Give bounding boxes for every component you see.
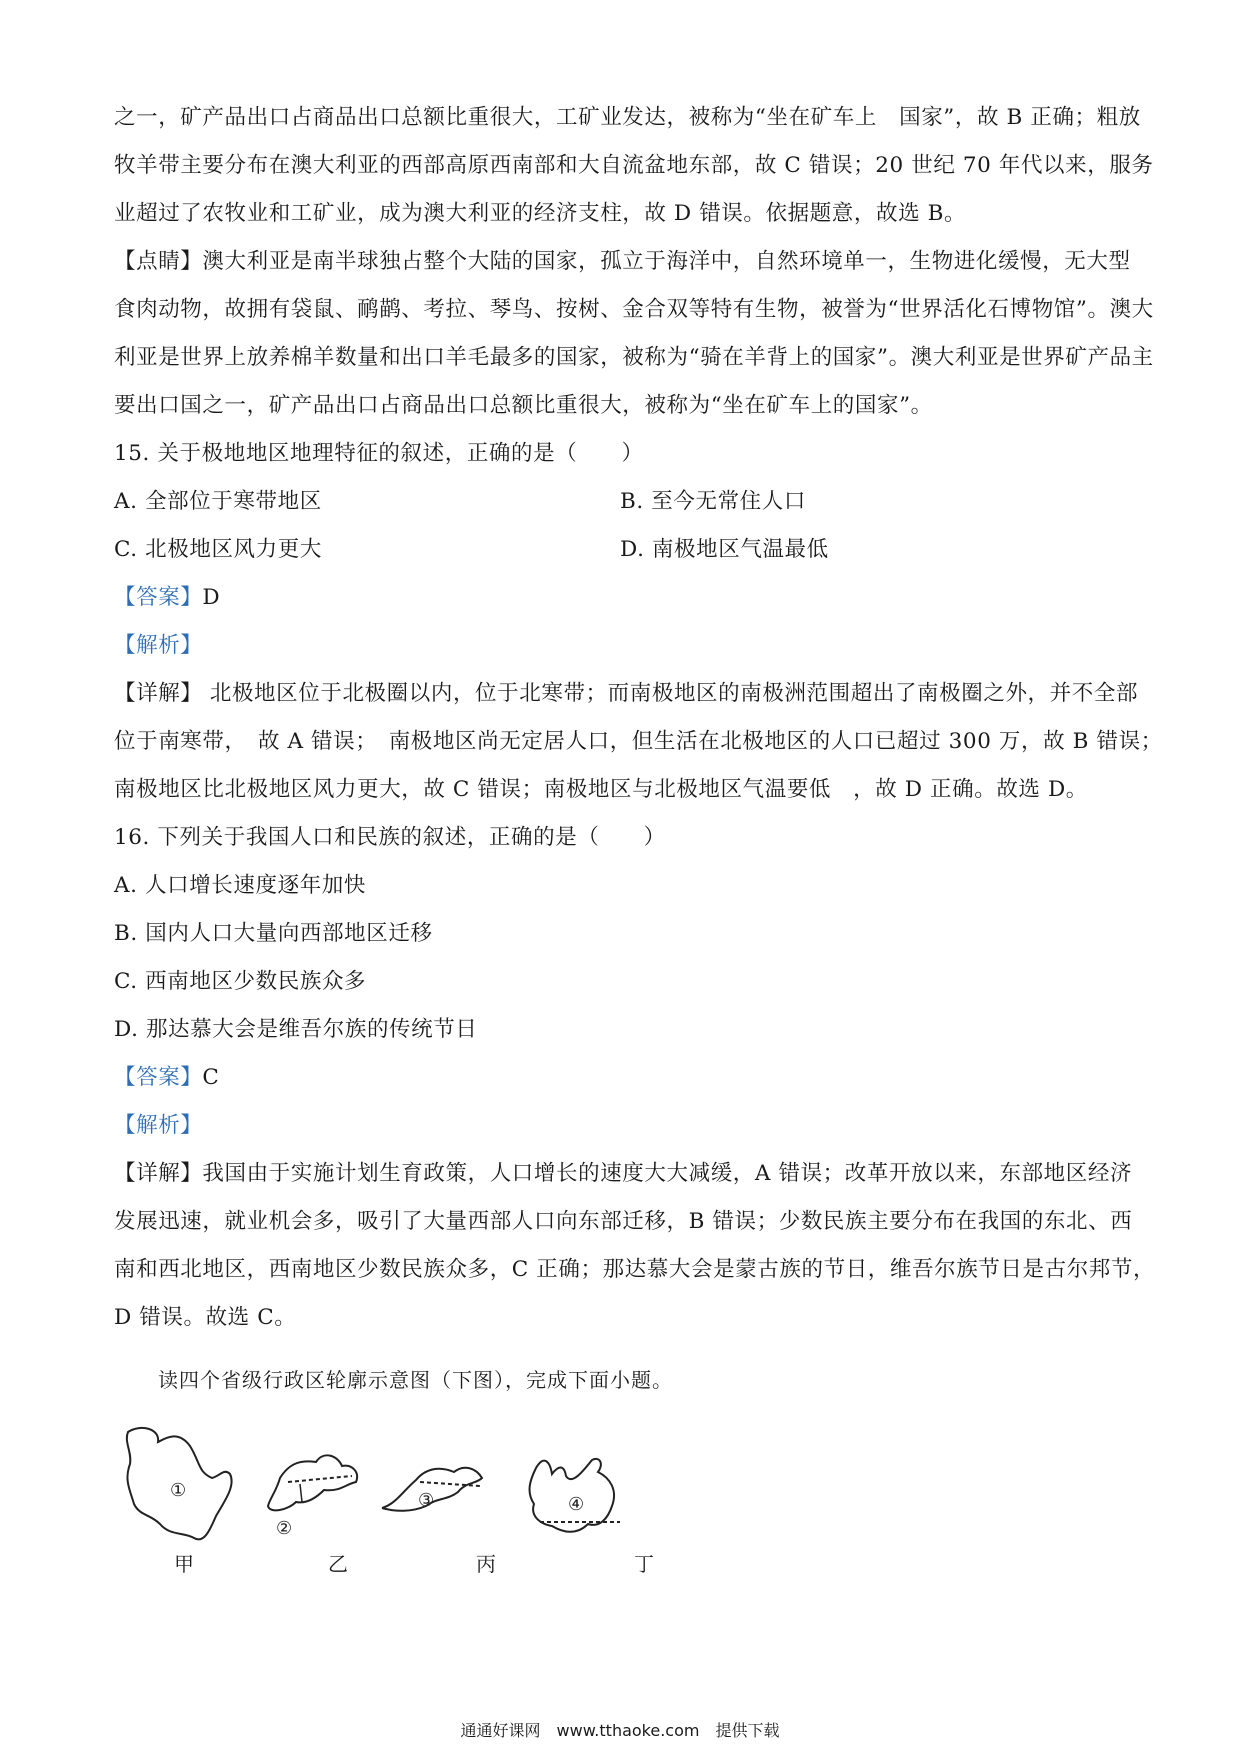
map-label-jia: 甲: [174, 1552, 194, 1576]
q15-analysis-tag: 【解析】: [114, 633, 203, 658]
figure-intro: 读四个省级行政区轮廓示意图（下图），完成下面小题。: [158, 1368, 673, 1392]
text-line: 【点睛】澳大利亚是南半球独占整个大陆的国家，孤立于海洋中，自然环境单一，生物进化缓慢，无大型: [114, 249, 1131, 274]
q15-option-c: C. 北极地区风力更大: [114, 537, 322, 562]
page-footer: 通通好课网 www.tthaoke.com 提供下载: [460, 1721, 780, 1740]
text-line: 牧羊带主要分布在澳大利亚的西部高原西南部和大自流盆地东部，故 C 错误；20 世纪 70 年代以来，服务: [114, 153, 1154, 178]
mark-1: ①: [170, 1480, 187, 1501]
question-16-stem: 16. 下列关于我国人口和民族的叙述，正确的是（ ）: [114, 825, 666, 850]
mark-3: ③: [418, 1490, 435, 1511]
answer-value: D: [202, 585, 221, 610]
q16-detail-line: D 错误。故选 C。: [114, 1305, 297, 1330]
province-outline-figure: [120, 1420, 720, 1580]
text-line: 业超过了农牧业和工矿业，成为澳大利亚的经济支柱，故 D 错误。依据题意，故选 B。: [114, 201, 967, 226]
q16-detail-line: 发展迅速，就业机会多，吸引了大量西部人口向东部迁移，B 错误；少数民族主要分布在我国的东北、西: [114, 1209, 1133, 1234]
text-line: 食肉动物，故拥有袋鼠、鸸鹋、考拉、琴鸟、按树、金合双等特有生物，被誉为“世界活化石博物馆”。澳大: [114, 297, 1154, 322]
question-15-stem: 15. 关于极地地区地理特征的叙述，正确的是（ ）: [114, 441, 644, 466]
q16-detail-line: 南和西北地区，西南地区少数民族众多，C 正确；那达慕大会是蒙古族的节日，维吾尔族节日是古尔邦节，: [114, 1257, 1156, 1282]
text-line: 要出口国之一，矿产品出口占商品出口总额比重很大，被称为“坐在矿车上的国家”。: [114, 393, 933, 418]
answer-value: C: [202, 1065, 220, 1090]
detail-tag: 【详解】: [114, 1161, 203, 1186]
q15-detail-line: 南极地区比北极地区风力更大，故 C 错误；南极地区与北极地区气温要低 ，故 D 正确。故选 D。: [114, 777, 1088, 802]
q16-option-a: A. 人口增长速度逐年加快: [114, 873, 366, 898]
outline-yi: [268, 1455, 357, 1510]
q15-option-a: A. 全部位于寒带地区: [114, 489, 322, 514]
map-label-yi: 乙: [328, 1552, 348, 1576]
detail-text: 北极地区位于北极圈以内，位于北寒带；而南极地区的南极洲范围超出了南极圈之外，并不全部: [202, 681, 1139, 706]
mark-2: ②: [276, 1518, 293, 1539]
q16-answer: [114, 1054, 1128, 1102]
q15-detail-line: [114, 670, 1139, 718]
q16-option-c: C. 西南地区少数民族众多: [114, 969, 367, 994]
text-line: 利亚是世界上放养棉羊数量和出口羊毛最多的国家，被称为“骑在羊背上的国家”。澳大利亚是世界矿产品主: [114, 345, 1154, 370]
q16-option-b: B. 国内人口大量向西部地区迁移: [114, 921, 433, 946]
q15-detail-line: 位于南寒带， 故 A 错误； 南极地区尚无定居人口，但生活在北极地区的人口已超过 300 万，故 B 错误；: [114, 729, 1163, 754]
q16-option-d: D. 那达慕大会是维吾尔族的传统节日: [114, 1017, 478, 1042]
q15-option-b: B. 至今无常住人口: [620, 489, 806, 514]
detail-tag: 【详解】: [114, 681, 203, 706]
map-label-ding: 丁: [634, 1552, 654, 1576]
q15-answer: [114, 574, 1128, 622]
q16-detail-line: [114, 1150, 1133, 1198]
text-line: 之一，矿产品出口占商品出口总额比重很大，工矿业发达，被称为“坐在矿车上 国家”，故 B 正确；粗放: [114, 105, 1141, 130]
q16-analysis-tag: 【解析】: [114, 1113, 203, 1138]
mark-4: ④: [568, 1494, 585, 1515]
map-label-bing: 丙: [476, 1552, 496, 1576]
answer-tag: 【答案】: [114, 585, 203, 610]
answer-tag: 【答案】: [114, 1065, 203, 1090]
q15-option-d: D. 南极地区气温最低: [620, 537, 829, 562]
detail-text: 我国由于实施计划生育政策，人口增长的速度大大减缓，A 错误；改革开放以来，东部地区经济: [202, 1161, 1133, 1186]
